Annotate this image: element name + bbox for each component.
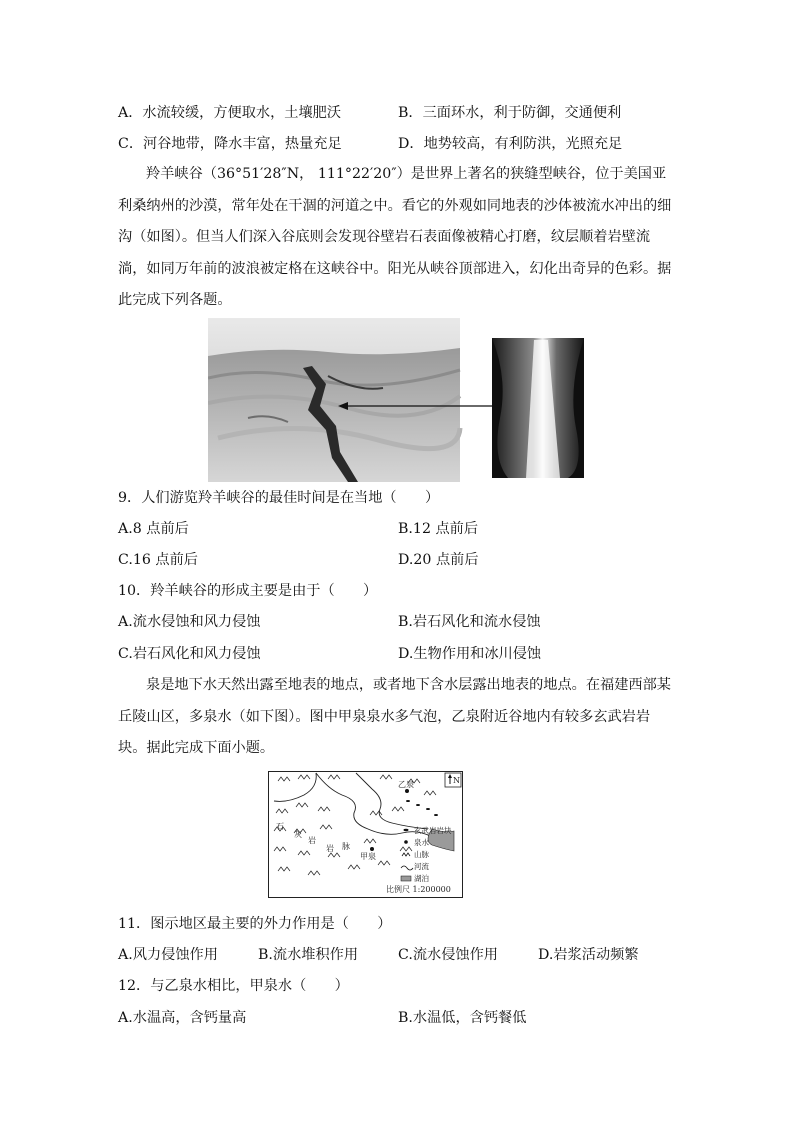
- passage-antelope-canyon-text: 羚羊峡谷（36°51′28″N， 111°22′20″）是世界上著名的狭缝型峡谷，位于美国亚利桑纳州的沙漠，常年处在干涸的河道之中。看它的外观如同地表的沙体被流水冲出的细沟（如图）。但当人们深入谷底则会发现谷壁岩石表面像被精心打磨，纹层顺着岩壁流淌，如同万年前的波浪被定格在这峡谷中。阳光从峡谷顶部进入，幻化出奇异的色彩。据此完成下列各题。: [118, 166, 672, 308]
- q8-option-b: B．三面环水，利于防御，交通便利: [398, 105, 622, 121]
- canyon-figure: [208, 318, 588, 482]
- q11-option-b: B.流水堆积作用: [258, 947, 359, 963]
- canyon-photos-image: [208, 318, 588, 482]
- label-shi: 石: [276, 822, 284, 831]
- passage-springs: [118, 670, 678, 765]
- spring-yi-marker: [405, 789, 409, 793]
- q8-option-a: A．水流较缓，方便取水，土壤肥沃: [118, 105, 342, 121]
- legend-lake: 湖泊: [414, 874, 429, 883]
- legend-spring: 泉水: [414, 838, 429, 847]
- q11-stem: 11．图示地区最主要的外力作用是（ ）: [118, 916, 392, 932]
- q11-option-a: A.风力侵蚀作用: [118, 947, 218, 963]
- q12-option-b: B.水温低，含钙餐低: [398, 1010, 527, 1026]
- q9-option-d: D.20 点前后: [398, 552, 479, 568]
- q10-option-d: D.生物作用和冰川侵蚀: [398, 646, 542, 662]
- q11-option-c: C.流水侵蚀作用: [398, 947, 498, 963]
- q9-option-b: B.12 点前后: [398, 521, 479, 537]
- q12-option-a: A.水温高，含钙量高: [118, 1010, 247, 1026]
- label-jia-spring: 甲泉: [360, 852, 376, 861]
- label-mai: 脉: [342, 842, 350, 851]
- spring-map-figure: [268, 771, 463, 898]
- legend-lake-icon: [401, 876, 411, 881]
- label-yan2: 岩: [326, 844, 334, 853]
- q10-option-a: A.流水侵蚀和风力侵蚀: [118, 614, 261, 630]
- spring-jia-marker: [370, 847, 374, 851]
- legend-spring-icon: [404, 840, 408, 844]
- legend-mountain: 山脉: [414, 850, 429, 859]
- q12-stem: 12．与乙泉水相比，甲泉水（ ）: [118, 978, 349, 994]
- q9-stem: 9．人们游览羚羊峡谷的最佳时间是在当地（ ）: [118, 490, 440, 506]
- map-scale: 比例尺 1:200000: [386, 885, 451, 894]
- q10-option-c: C.岩石风化和风力侵蚀: [118, 646, 261, 662]
- passage-antelope-canyon: [118, 159, 678, 317]
- label-yi-spring: 乙泉: [398, 780, 414, 789]
- label-hui: 灰: [294, 830, 302, 839]
- north-label: N: [453, 776, 460, 785]
- legend-basalt-icon: [404, 829, 409, 831]
- q8-option-c: C．河谷地带，降水丰富，热量充足: [118, 136, 342, 152]
- q8-option-d: D．地势较高，有利防洪，光照充足: [398, 136, 623, 152]
- spring-map: [268, 771, 463, 898]
- q9-option-c: C.16 点前后: [118, 552, 198, 568]
- legend-basalt: 玄武岩岩块: [414, 826, 452, 835]
- q10-stem: 10．羚羊峡谷的形成主要是由于（ ）: [118, 583, 378, 599]
- q11-option-d: D.岩浆活动频繁: [538, 947, 639, 963]
- q9-option-a: A.8 点前后: [118, 521, 189, 537]
- label-yan: 岩: [308, 836, 316, 845]
- passage-springs-text: 泉是地下水天然出露至地表的地点，或者地下含水层露出地表的地点。在福建西部某丘陵山区，多泉水（如下图）。图中甲泉泉水多气泡，乙泉附近谷地内有较多玄武岩岩块。据此完成下面小题。: [118, 677, 671, 756]
- legend-river: 河流: [414, 862, 429, 871]
- q10-option-b: B.岩石风化和流水侵蚀: [398, 614, 541, 630]
